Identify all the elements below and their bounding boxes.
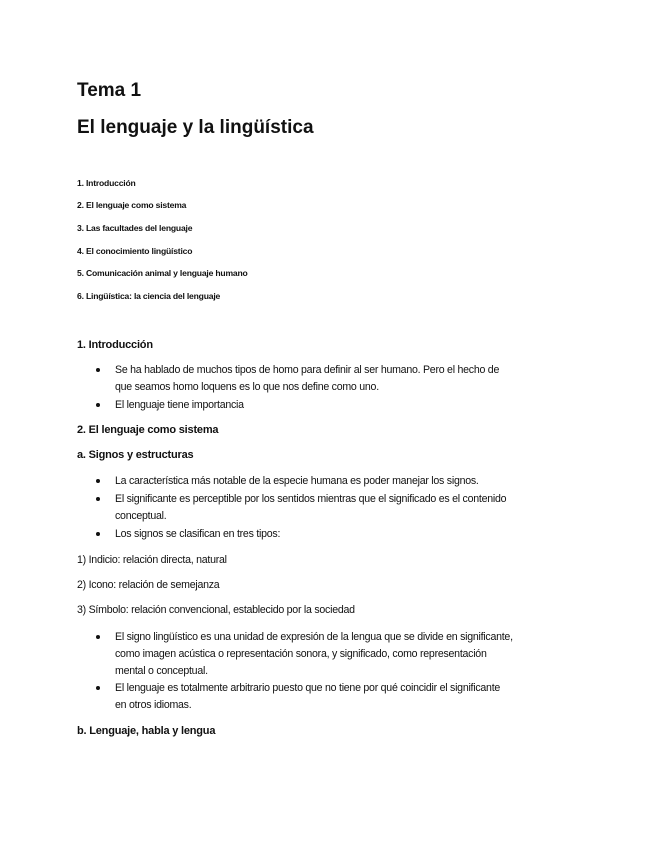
bullet-text: El lenguaje tiene importancia [115,399,244,411]
toc-item: 2. El lenguaje como sistema [77,200,187,210]
bullet-text: Se ha hablado de muchos tipos de homo para definir al ser humano. Pero el hecho de [115,364,500,376]
bullet-icon [96,686,100,690]
bullet-text: El signo lingüístico es una unidad de expresión de la lengua que se divide en significante, [115,631,513,643]
section-heading: 2. El lenguaje como sistema [77,424,219,436]
toc-item: 6. Lingüística: la ciencia del lenguaje [77,291,221,301]
toc-item: 4. El conocimiento lingüístico [77,246,193,256]
section-heading: 1. Introducción [77,339,153,351]
bullet-text: El significante es perceptible por los sentidos mientras que el significado es el contenido [115,493,507,505]
bullet-text: como imagen acústica o representación sonora, y significado, como representación [115,648,487,660]
toc-item: 1. Introducción [77,178,136,188]
bullet-text: La característica más notable de la especie humana es poder manejar los signos. [115,475,479,487]
bullet-text: en otros idiomas. [115,699,192,711]
subsection-heading: b. Lenguaje, habla y lengua [77,725,216,737]
bullet-icon [96,497,100,501]
bullet-text: que seamos homo loquens es lo que nos define como uno. [115,381,379,393]
document-subtitle: El lenguaje y la lingüística [77,117,314,138]
bullet-text: conceptual. [115,510,167,522]
bullet-icon [96,479,100,483]
bullet-text: Los signos se clasifican en tres tipos: [115,528,281,540]
sign-type: 1) Indicio: relación directa, natural [77,554,227,566]
bullet-text: El lenguaje es totalmente arbitrario puesto que no tiene por qué coincidir el significante [115,682,501,694]
bullet-text: mental o conceptual. [115,665,208,677]
bullet-icon [96,403,100,407]
sign-type: 2) Icono: relación de semejanza [77,579,220,591]
toc-item: 5. Comunicación animal y lenguaje humano [77,268,248,278]
bullet-icon [96,368,100,372]
bullet-icon [96,532,100,536]
toc-item: 3. Las facultades del lenguaje [77,223,193,233]
bullet-icon [96,635,100,639]
document-title: Tema 1 [77,80,142,101]
subsection-heading: a. Signos y estructuras [77,449,194,461]
sign-type: 3) Símbolo: relación convencional, establecido por la sociedad [77,604,355,616]
